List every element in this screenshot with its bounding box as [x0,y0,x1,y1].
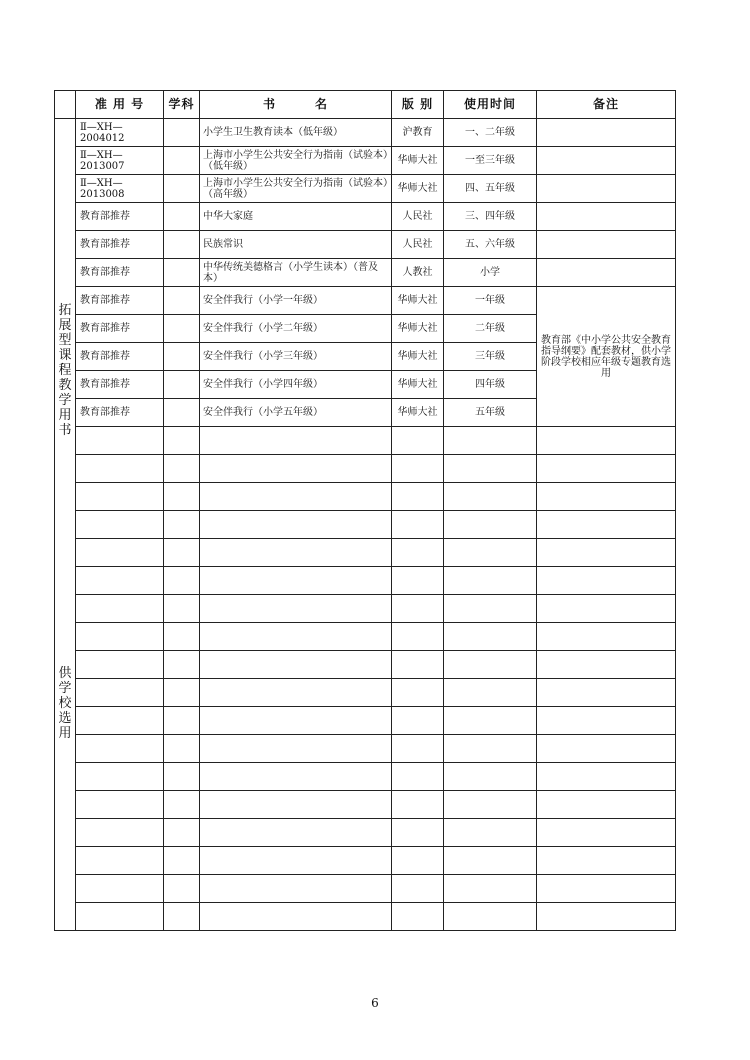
code-cell: Ⅱ—XH—2013008 [76,175,164,203]
grade-cell [444,455,537,483]
code-cell [76,567,164,595]
subject-cell [164,511,200,539]
remark-cell [537,847,676,875]
title-cell [200,483,392,511]
code-cell [76,511,164,539]
title-cell: 安全伴我行（小学四年级） [200,371,392,399]
code-cell: 教育部推荐 [76,231,164,259]
remark-cell [537,567,676,595]
publisher-cell [392,455,444,483]
title-cell: 小学生卫生教育读本（低年级） [200,119,392,147]
grade-cell [444,539,537,567]
remark-cell [537,511,676,539]
table-row [55,679,676,707]
subject-cell [164,427,200,455]
remark-cell [537,175,676,203]
subject-cell [164,147,200,175]
publisher-cell [392,819,444,847]
grade-cell: 一至三年级 [444,147,537,175]
publisher-cell: 华师大社 [392,175,444,203]
code-cell [76,483,164,511]
publisher-cell [392,791,444,819]
remark-cell [537,903,676,931]
header-code: 准 用 号 [76,91,164,119]
title-cell [200,511,392,539]
remark-cell [537,679,676,707]
table-row [55,427,676,455]
remark-cell [537,427,676,455]
remark-cell [537,455,676,483]
title-cell [200,903,392,931]
title-cell: 民族常识 [200,231,392,259]
title-cell [200,791,392,819]
category-cell [55,119,76,931]
remark-cell [537,623,676,651]
grade-cell [444,847,537,875]
table-row [55,623,676,651]
title-cell [200,679,392,707]
title-cell [200,763,392,791]
title-cell [200,819,392,847]
publisher-cell [392,539,444,567]
remark-cell [537,651,676,679]
subject-cell [164,903,200,931]
remark-cell [537,875,676,903]
remark-cell [537,763,676,791]
header-subject: 学科 [164,91,200,119]
publisher-cell [392,623,444,651]
code-cell: 教育部推荐 [76,287,164,315]
subject-cell [164,791,200,819]
title-cell [200,847,392,875]
grade-cell [444,623,537,651]
publisher-cell [392,707,444,735]
table-row [55,847,676,875]
grade-cell: 四年级 [444,371,537,399]
table-row [55,651,676,679]
title-cell: 上海市小学生公共安全行为指南（试验本）（高年级） [200,175,392,203]
title-cell [200,539,392,567]
publisher-cell: 沪教育 [392,119,444,147]
publisher-cell [392,567,444,595]
title-cell: 安全伴我行（小学二年级） [200,315,392,343]
table-row [55,875,676,903]
grade-cell: 小学 [444,259,537,287]
table-row [55,903,676,931]
grade-cell [444,791,537,819]
code-cell [76,707,164,735]
code-cell [76,651,164,679]
title-cell: 上海市小学生公共安全行为指南（试验本）（低年级） [200,147,392,175]
subject-cell [164,399,200,427]
table-row [55,595,676,623]
publisher-cell: 华师大社 [392,343,444,371]
code-cell: 教育部推荐 [76,203,164,231]
remark-cell [537,231,676,259]
table-row [55,791,676,819]
grade-cell [444,483,537,511]
grade-cell [444,875,537,903]
subject-cell [164,175,200,203]
remark-cell [537,259,676,287]
table-row [55,567,676,595]
subject-cell [164,343,200,371]
subject-cell [164,259,200,287]
title-cell: 安全伴我行（小学三年级） [200,343,392,371]
grade-cell: 三年级 [444,343,537,371]
code-cell: Ⅱ—XH—2013007 [76,147,164,175]
code-cell [76,735,164,763]
subject-cell [164,875,200,903]
title-cell: 安全伴我行（小学一年级） [200,287,392,315]
title-cell [200,623,392,651]
publisher-cell [392,511,444,539]
subject-cell [164,315,200,343]
remark-cell [537,595,676,623]
grade-cell: 一年级 [444,287,537,315]
grade-cell [444,819,537,847]
grade-cell [444,707,537,735]
grade-cell [444,567,537,595]
title-cell: 中华传统美德格言（小学生读本）（普及本） [200,259,392,287]
subject-cell [164,483,200,511]
remark-cell [537,147,676,175]
code-cell [76,847,164,875]
code-cell [76,427,164,455]
subject-cell [164,567,200,595]
remark-cell [537,707,676,735]
subject-cell [164,371,200,399]
grade-cell [444,903,537,931]
subject-cell [164,287,200,315]
table-row [55,147,676,175]
header-publisher: 版 别 [392,91,444,119]
subject-cell [164,623,200,651]
remark-cell [537,483,676,511]
subject-cell [164,679,200,707]
publisher-cell [392,875,444,903]
code-cell [76,679,164,707]
publisher-cell: 华师大社 [392,287,444,315]
code-cell [76,791,164,819]
title-cell [200,875,392,903]
remark-cell [537,119,676,147]
remark-cell [537,539,676,567]
title-cell [200,651,392,679]
remark-cell [537,819,676,847]
header-grade: 使用时间 [444,91,537,119]
publisher-cell [392,651,444,679]
grade-cell: 四、五年级 [444,175,537,203]
subject-cell [164,819,200,847]
publisher-cell [392,483,444,511]
title-cell [200,735,392,763]
code-cell [76,455,164,483]
publisher-cell: 人教社 [392,259,444,287]
title-cell [200,455,392,483]
grade-cell: 二年级 [444,315,537,343]
merged-remark-cell: 教育部《中小学公共安全教育指导纲要》配套教材，供小学阶段学校相应年级专题教育选用 [537,287,676,427]
book-list-sheet [54,90,675,936]
code-cell [76,623,164,651]
grade-cell: 五年级 [444,399,537,427]
page-number: 6 [371,996,379,1010]
code-cell: 教育部推荐 [76,343,164,371]
book-list-table [54,90,676,931]
subject-cell [164,231,200,259]
code-cell [76,763,164,791]
code-cell [76,819,164,847]
code-cell [76,903,164,931]
remark-cell [537,791,676,819]
table-row [55,539,676,567]
table-row [55,119,676,147]
publisher-cell: 华师大社 [392,315,444,343]
publisher-cell: 华师大社 [392,371,444,399]
title-cell [200,567,392,595]
title-cell [200,595,392,623]
table-row [55,735,676,763]
grade-cell: 五、六年级 [444,231,537,259]
subject-cell [164,119,200,147]
table-row [55,763,676,791]
code-cell [76,875,164,903]
grade-cell [444,735,537,763]
code-cell: 教育部推荐 [76,399,164,427]
table-row [55,231,676,259]
publisher-cell: 人民社 [392,231,444,259]
subject-cell [164,203,200,231]
grade-cell: 三、四年级 [444,203,537,231]
table-row [55,259,676,287]
subject-cell [164,763,200,791]
table-row [55,511,676,539]
code-cell: 教育部推荐 [76,371,164,399]
publisher-cell [392,735,444,763]
title-cell [200,707,392,735]
grade-cell [444,511,537,539]
subject-cell [164,595,200,623]
table-row [55,483,676,511]
table-row [55,203,676,231]
publisher-cell: 华师大社 [392,399,444,427]
table-row [55,287,676,315]
header-blank-cell [55,91,76,119]
grade-cell [444,651,537,679]
grade-cell [444,427,537,455]
table-row [55,455,676,483]
header-remark: 备注 [537,91,676,119]
table-header-row [55,91,676,119]
code-cell: 教育部推荐 [76,315,164,343]
code-cell: 教育部推荐 [76,259,164,287]
publisher-cell: 华师大社 [392,147,444,175]
publisher-cell [392,595,444,623]
publisher-cell [392,847,444,875]
subject-cell [164,707,200,735]
grade-cell [444,763,537,791]
grade-cell: 一、二年级 [444,119,537,147]
subject-cell [164,735,200,763]
code-cell [76,595,164,623]
code-cell: Ⅱ—XH—2004012 [76,119,164,147]
header-title: 书 名 [200,91,392,119]
publisher-cell [392,679,444,707]
publisher-cell: 人民社 [392,203,444,231]
remark-cell [537,735,676,763]
subject-cell [164,539,200,567]
table-row [55,175,676,203]
table-row [55,819,676,847]
title-cell [200,427,392,455]
code-cell [76,539,164,567]
category-school-label: 供学校选用 [58,666,72,741]
table-row [55,707,676,735]
title-cell: 中华大家庭 [200,203,392,231]
category-extended-label: 拓展型课程教学用书 [58,303,72,438]
publisher-cell [392,763,444,791]
grade-cell [444,679,537,707]
publisher-cell [392,427,444,455]
remark-cell [537,203,676,231]
title-cell: 安全伴我行（小学五年级） [200,399,392,427]
subject-cell [164,847,200,875]
publisher-cell [392,903,444,931]
subject-cell [164,651,200,679]
subject-cell [164,455,200,483]
grade-cell [444,595,537,623]
